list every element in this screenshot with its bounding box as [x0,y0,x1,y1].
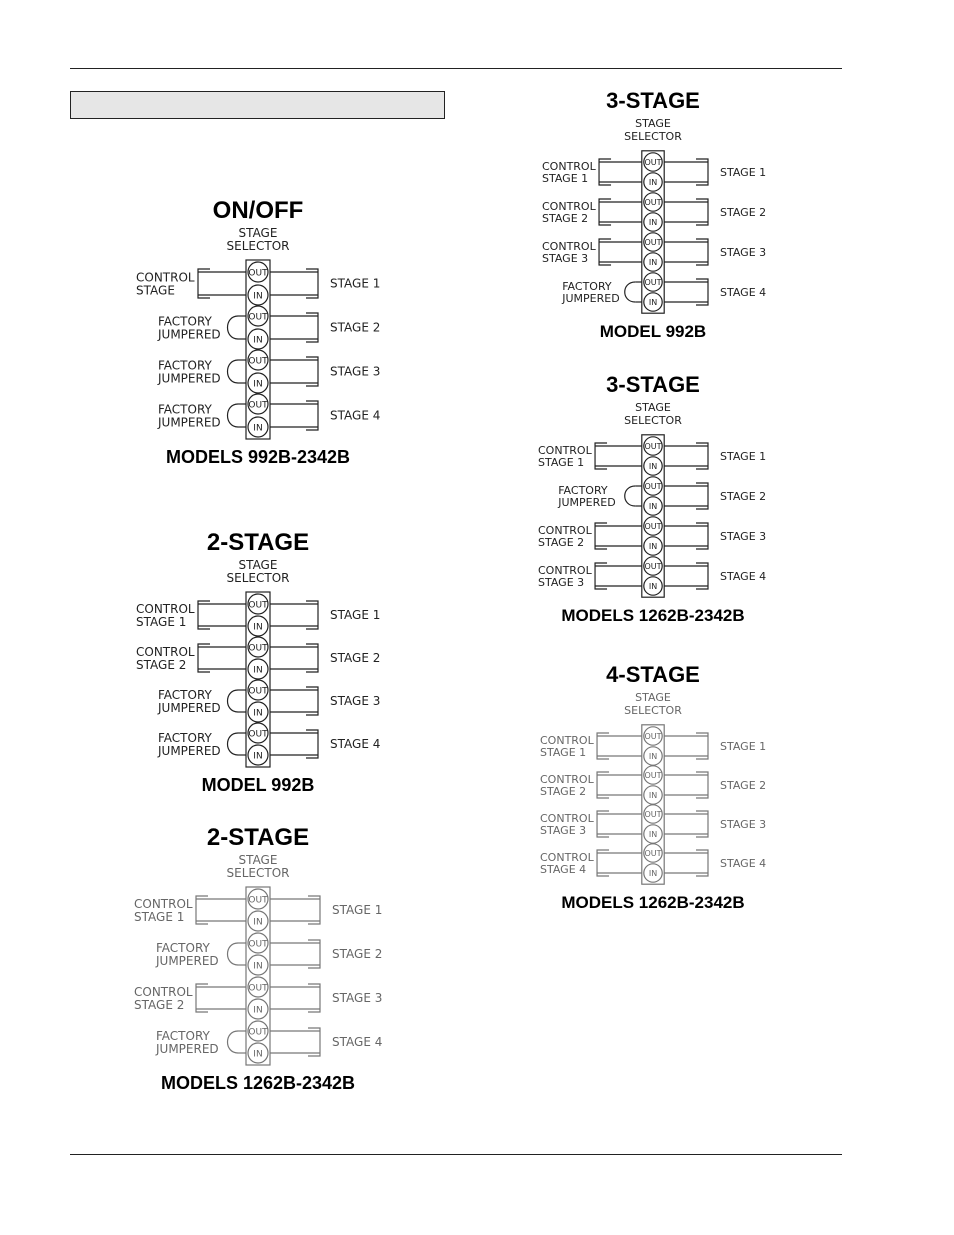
out-terminal-label: OUT [248,686,268,697]
in-terminal-label: IN [648,542,658,552]
out-terminal-label: OUT [644,771,662,781]
stage-selector-label: SELECTOR [624,414,682,427]
stage-label: STAGE 2 [720,206,767,219]
row-label-line1: CONTROL [542,200,596,213]
out-terminal-label: OUT [248,1027,268,1038]
row-label-line2: STAGE 2 [134,998,185,1012]
stage-selector-label: SELECTOR [226,866,290,880]
model-caption: MODEL 992B [201,775,315,795]
out-terminal-label: OUT [644,158,662,168]
stage-bracket [696,772,708,798]
model-caption: MODELS 1262B-2342B [561,893,745,913]
row-label-line2: STAGE 2 [540,785,587,799]
diagram-title: 3-STAGE [606,372,700,397]
row-label-line1: FACTORY [158,358,212,373]
out-terminal-label: OUT [644,522,662,532]
stage-selector-label: SELECTOR [226,571,290,585]
out-terminal-label: OUT [644,849,662,859]
in-terminal-label: IN [648,582,658,592]
control-bracket [597,733,609,759]
row-label-line2: STAGE 2 [538,536,585,550]
stage-selector-label: SELECTOR [624,704,682,717]
out-terminal-label: OUT [248,356,268,367]
row-label-line2: STAGE 3 [538,576,585,590]
stage-label: STAGE 1 [720,450,767,463]
stage-label: STAGE 1 [330,608,381,622]
in-terminal-label: IN [253,1005,263,1016]
row-label-line2: STAGE 1 [540,746,587,760]
row-label-line2: JUMPERED [558,496,616,510]
stage-selector-label: STAGE [238,853,278,867]
stage-label: STAGE 3 [720,246,767,259]
row-label-line2: JUMPERED [156,954,219,968]
out-terminal-label: OUT [248,643,268,654]
row-label-line1: CONTROL [136,270,195,285]
in-terminal-label: IN [648,178,658,188]
out-terminal-label: OUT [644,278,662,288]
stage-label: STAGE 1 [332,903,383,917]
control-bracket [597,811,609,837]
row-label-line1: FACTORY [158,402,212,417]
out-terminal-label: OUT [644,482,662,492]
stage-label: STAGE 4 [720,570,767,583]
diagram-title: 2-STAGE [206,529,310,556]
stage-label: STAGE 4 [720,857,767,870]
stage-label: STAGE 2 [720,490,767,503]
in-terminal-label: IN [648,502,658,512]
in-terminal-label: IN [648,791,658,801]
stage-selector-label: STAGE [238,226,278,240]
in-terminal-label: IN [253,1049,263,1060]
row-label-line1: FACTORY [562,280,612,293]
model-caption: MODELS 1262B-2342B [561,606,745,626]
in-terminal-label: IN [648,258,658,268]
row-label-line1: CONTROL [538,444,592,457]
row-label-line1: FACTORY [558,484,608,497]
row-label-line1: FACTORY [156,941,210,955]
row-label-line2: STAGE 3 [540,824,587,838]
in-terminal-label: IN [253,917,263,928]
row-label-line1: CONTROL [134,985,193,999]
row-label-line2: JUMPERED [158,327,221,342]
model-caption: MODEL 992B [599,322,707,342]
row-label-line2: STAGE 2 [136,658,187,672]
row-label-line2: JUMPERED [158,415,221,430]
out-terminal-label: OUT [248,268,268,279]
diagram-title: 2-STAGE [206,824,310,851]
model-caption: MODELS 992B-2342B [165,447,351,467]
in-terminal-label: IN [253,708,263,719]
in-terminal-label: IN [253,335,263,346]
stage-selector-label: STAGE [635,401,671,414]
out-terminal-label: OUT [248,600,268,611]
stage-label: STAGE 2 [330,320,381,335]
out-terminal-label: OUT [644,442,662,452]
in-terminal-label: IN [648,218,658,228]
stage-label: STAGE 3 [720,530,767,543]
control-bracket [597,850,609,876]
row-label-line2: STAGE 4 [540,863,587,877]
row-label-line1: CONTROL [136,645,195,659]
diagram-title: ON/OFF [212,197,304,224]
model-caption: MODELS 1262B-2342B [160,1073,356,1093]
in-terminal-label: IN [253,751,263,762]
stage-selector-label: STAGE [238,558,278,572]
out-terminal-label: OUT [644,238,662,248]
in-terminal-label: IN [648,830,658,840]
stage-label: STAGE 3 [332,991,383,1005]
row-label-line1: CONTROL [542,240,596,253]
row-label-line2: STAGE 1 [136,615,187,629]
stage-bracket [696,733,708,759]
row-label-line1: CONTROL [542,160,596,173]
out-terminal-label: OUT [248,400,268,411]
stage-label: STAGE 3 [720,818,767,831]
in-terminal-label: IN [253,291,263,302]
in-terminal-label: IN [253,665,263,676]
out-terminal-label: OUT [644,732,662,742]
stage-bracket [696,811,708,837]
row-label-line1: CONTROL [540,812,594,825]
row-label-line1: FACTORY [158,731,212,745]
row-label-line1: FACTORY [158,688,212,702]
in-terminal-label: IN [253,379,263,390]
out-terminal-label: OUT [644,562,662,572]
stage-selector-label: STAGE [635,117,671,130]
out-terminal-label: OUT [248,983,268,994]
out-terminal-label: OUT [644,810,662,820]
stage-label: STAGE 2 [332,947,383,961]
row-label-line2: STAGE 1 [542,172,589,186]
out-terminal-label: OUT [644,198,662,208]
row-label-line1: CONTROL [540,773,594,786]
stage-label: STAGE 4 [332,1035,383,1049]
stage-selector-label: STAGE [635,691,671,704]
diagram-title: 3-STAGE [606,88,700,113]
stage-label: STAGE 3 [330,694,381,708]
out-terminal-label: OUT [248,729,268,740]
stage-label: STAGE 3 [330,364,381,379]
stage-label: STAGE 2 [330,651,381,665]
row-label-line2: STAGE 3 [542,252,589,266]
stage-bracket [696,850,708,876]
row-label-line2: JUMPERED [562,292,620,306]
row-label-line1: CONTROL [538,524,592,537]
out-terminal-label: OUT [248,312,268,323]
out-terminal-label: OUT [248,939,268,950]
stage-label: STAGE 4 [720,286,767,299]
diagram-title: 4-STAGE [606,662,700,687]
in-terminal-label: IN [648,752,658,762]
row-label-line1: FACTORY [158,314,212,329]
stage-label: STAGE 4 [330,737,381,751]
in-terminal-label: IN [648,462,658,472]
row-label-line1: FACTORY [156,1029,210,1043]
control-bracket [597,772,609,798]
stage-label: STAGE 4 [330,408,381,423]
row-label-line2: STAGE 2 [542,212,589,226]
row-label-line2: STAGE 1 [538,456,585,470]
row-label-line1: CONTROL [134,897,193,911]
stage-label: STAGE 1 [720,740,767,753]
row-label-line2: STAGE 1 [134,910,185,924]
row-label-line1: CONTROL [540,851,594,864]
stage-label: STAGE 1 [720,166,767,179]
row-label-line2: JUMPERED [158,371,221,386]
in-terminal-label: IN [253,622,263,633]
stage-label: STAGE 2 [720,779,767,792]
row-label-line2: JUMPERED [156,1042,219,1056]
stage-selector-label: SELECTOR [226,239,290,253]
row-label-line1: CONTROL [540,734,594,747]
row-label-line1: CONTROL [136,602,195,616]
in-terminal-label: IN [253,423,263,434]
row-label-line1: CONTROL [538,564,592,577]
row-label-line2: JUMPERED [158,744,221,758]
in-terminal-label: IN [648,298,658,308]
in-terminal-label: IN [253,961,263,972]
row-label-line2: JUMPERED [158,701,221,715]
in-terminal-label: IN [648,869,658,879]
stage-label: STAGE 1 [330,276,381,291]
out-terminal-label: OUT [248,895,268,906]
stage-selector-label: SELECTOR [624,130,682,143]
row-label-line2: STAGE [136,283,175,298]
